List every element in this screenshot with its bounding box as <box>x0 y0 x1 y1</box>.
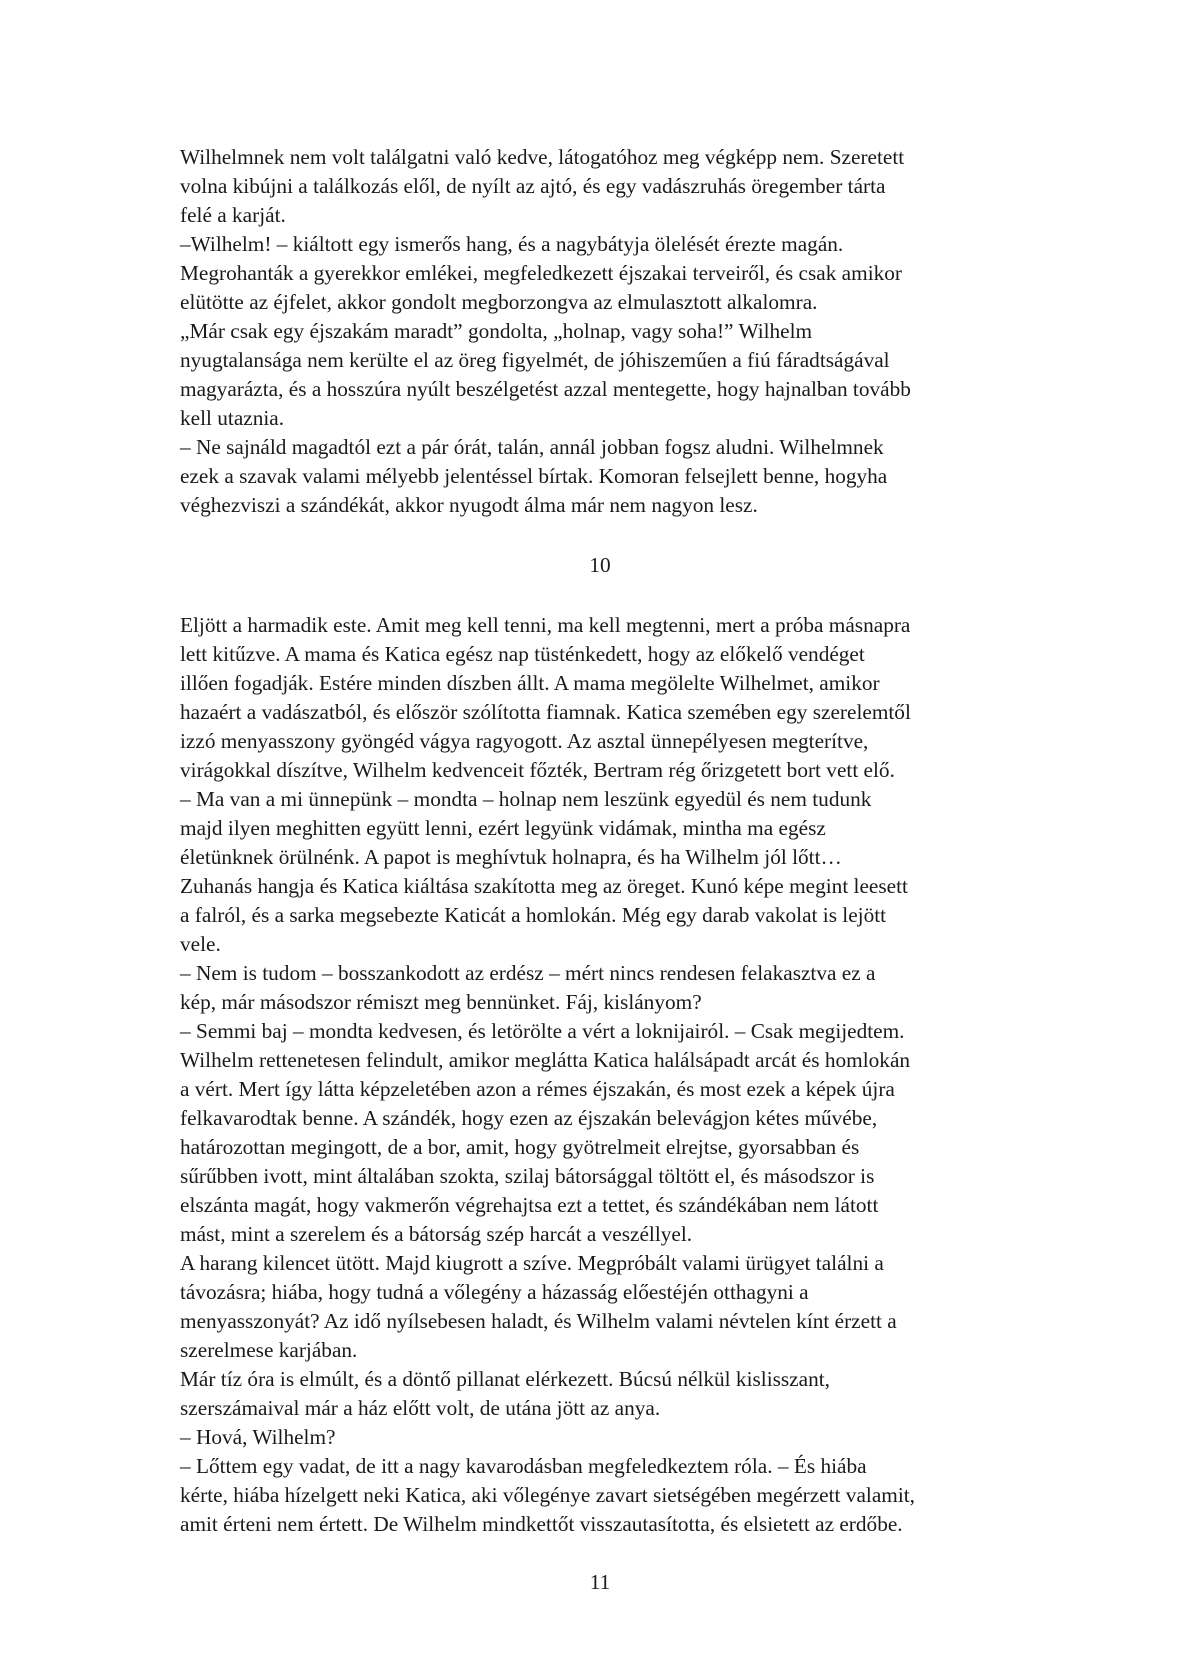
text-line: majd ilyen meghitten együtt lenni, ezért legyünk vidámak, mintha ma egész <box>180 816 826 840</box>
text-line: volna kibújni a találkozás elől, de nyílt az ajtó, és egy vadászruhás öregember tárta <box>180 174 886 198</box>
text-line: – Ne sajnáld magadtól ezt a pár órát, talán, annál jobban fogsz aludni. Wilhelmnek <box>180 435 884 459</box>
paragraph <box>180 230 1020 317</box>
paragraph <box>180 1452 1020 1539</box>
text-line: életünknek örülnénk. A papot is meghívtuk holnapra, és ha Wilhelm jól lőtt… <box>180 845 842 869</box>
text-line: – Lőttem egy vadat, de itt a nagy kavarodásban megfeledkeztem róla. – És hiába <box>180 1454 867 1478</box>
text-line: Wilhelm rettenetesen felindult, amikor meglátta Katica halálsápadt arcát és homlokán <box>180 1048 911 1072</box>
text-line: Már tíz óra is elmúlt, és a döntő pillanat elérkezett. Búcsú nélkül kislisszant, <box>180 1367 830 1391</box>
text-line: a falról, és a sarka megsebezte Katicát a homlokán. Még egy darab vakolat is lejött <box>180 903 887 927</box>
text-line: hazaért a vadászatból, és először szólította fiamnak. Katica szemében egy szerelemtől <box>180 700 911 724</box>
text-line: nyugtalansága nem kerülte el az öreg figyelmét, de jóhiszeműen a fiú fáradtságával <box>180 348 890 372</box>
text-line: A harang kilencet ütött. Majd kiugrott a szíve. Megpróbált valami ürügyet találni a <box>180 1251 884 1275</box>
paragraph <box>180 143 1020 230</box>
text-line: Wilhelmnek nem volt találgatni való kedve, látogatóhoz meg végképp nem. Szeretett <box>180 145 905 169</box>
text-line: mást, mint a szerelem és a bátorság szép harcát a veszéllyel. <box>180 1222 693 1246</box>
text-line: felé a karját. <box>180 203 286 227</box>
text-line: szerelmese karjában. <box>180 1338 358 1362</box>
text-line: virágokkal díszítve, Wilhelm kedvenceit főzték, Bertram rég őrizgetett bort vett elő. <box>180 758 895 782</box>
text-line: vele. <box>180 932 221 956</box>
paragraph <box>180 611 1020 785</box>
text-line: – Nem is tudom – bosszankodott az erdész – mért nincs rendesen felakasztva ez a <box>180 961 876 985</box>
text-line: határozottan megingott, de a bor, amit, hogy gyötrelmeit elrejtse, gyorsabban és <box>180 1135 860 1159</box>
text-line: –Wilhelm! – kiáltott egy ismerős hang, és a nagybátyja ölelését érezte magán. <box>180 232 844 256</box>
document-page <box>180 143 1020 1618</box>
text-line: Megrohanták a gyerekkor emlékei, megfeledkezett éjszakai terveiről, és csak amikor <box>180 261 902 285</box>
text-line: ezek a szavak valami mélyebb jelentéssel bírtak. Komoran felsejlett benne, hogyha <box>180 464 888 488</box>
chapter-number: 10 <box>589 553 611 577</box>
text-line: izzó menyasszony gyöngéd vágya ragyogott. Az asztal ünnepélyesen megterítve, <box>180 729 869 753</box>
page-number: 11 <box>589 1570 611 1594</box>
text-section-1 <box>180 143 1020 520</box>
text-line: távozásra; hiába, hogy tudná a vőlegény a házasság előestéjén otthagyni a <box>180 1280 809 1304</box>
text-line: – Ma van a mi ünnepünk – mondta – holnap nem leszünk egyedül és nem tudunk <box>180 787 872 811</box>
text-line: szerszámaival már a ház előtt volt, de utána jött az anya. <box>180 1396 661 1420</box>
text-line: Eljött a harmadik este. Amit meg kell tenni, ma kell megtenni, mert a próba másnapra <box>180 613 911 637</box>
text-line: felkavarodtak benne. A szándék, hogy ezen az éjszakán belevágjon kétes művébe, <box>180 1106 878 1130</box>
paragraph <box>180 1017 1020 1046</box>
paragraph <box>180 433 1020 520</box>
text-line: kérte, hiába hízelgett neki Katica, aki vőlegénye zavart sietségében megérzett valamit, <box>180 1483 915 1507</box>
paragraph <box>180 1365 1020 1423</box>
text-line: elszánta magát, hogy vakmerőn végrehajtsa ezt a tettet, és szándékában nem látott <box>180 1193 879 1217</box>
text-line: Zuhanás hangja és Katica kiáltása szakította meg az öreget. Kunó képe megint leesett <box>180 874 908 898</box>
paragraph <box>180 959 1020 1017</box>
text-line: lett kitűzve. A mama és Katica egész nap tüsténkedett, hogy az előkelő vendéget <box>180 642 865 666</box>
paragraph <box>180 872 1020 959</box>
paragraph <box>180 317 1020 433</box>
text-line: elütötte az éjfelet, akkor gondolt megborzongva az elmulasztott alkalomra. <box>180 290 818 314</box>
text-line: kép, már másodszor rémiszt meg bennünket. Fáj, kislányom? <box>180 990 702 1014</box>
text-line: sűrűbben ivott, mint általában szokta, szilaj bátorsággal töltött el, és másodszor is <box>180 1164 875 1188</box>
paragraph <box>180 1423 1020 1452</box>
paragraph <box>180 1046 1020 1249</box>
text-line: a vért. Mert így látta képzeletében azon a rémes éjszakán, és most ezek a képek újra <box>180 1077 895 1101</box>
paragraph <box>180 785 1020 872</box>
text-line: illően fogadják. Estére minden díszben állt. A mama megölelte Wilhelmet, amikor <box>180 671 880 695</box>
paragraph <box>180 1249 1020 1365</box>
text-line: véghezviszi a szándékát, akkor nyugodt álma már nem nagyon lesz. <box>180 493 758 517</box>
text-line: „Már csak egy éjszakám maradt” gondolta, „holnap, vagy soha!” Wilhelm <box>180 319 813 343</box>
text-line: kell utaznia. <box>180 406 285 430</box>
text-section-2 <box>180 611 1020 1539</box>
text-line: – Hová, Wilhelm? <box>180 1425 336 1449</box>
text-line: amit érteni nem értett. De Wilhelm mindkettőt visszautasította, és elsietett az erdőbe. <box>180 1512 903 1536</box>
text-line: magyarázta, és a hosszúra nyúlt beszélgetést azzal mentegette, hogy hajnalban tovább <box>180 377 911 401</box>
text-line: – Semmi baj – mondta kedvesen, és letörölte a vért a loknijairól. – Csak megijedtem. <box>180 1019 905 1043</box>
text-line: menyasszonyát? Az idő nyílsebesen haladt, és Wilhelm valami névtelen kínt érzett a <box>180 1309 897 1333</box>
